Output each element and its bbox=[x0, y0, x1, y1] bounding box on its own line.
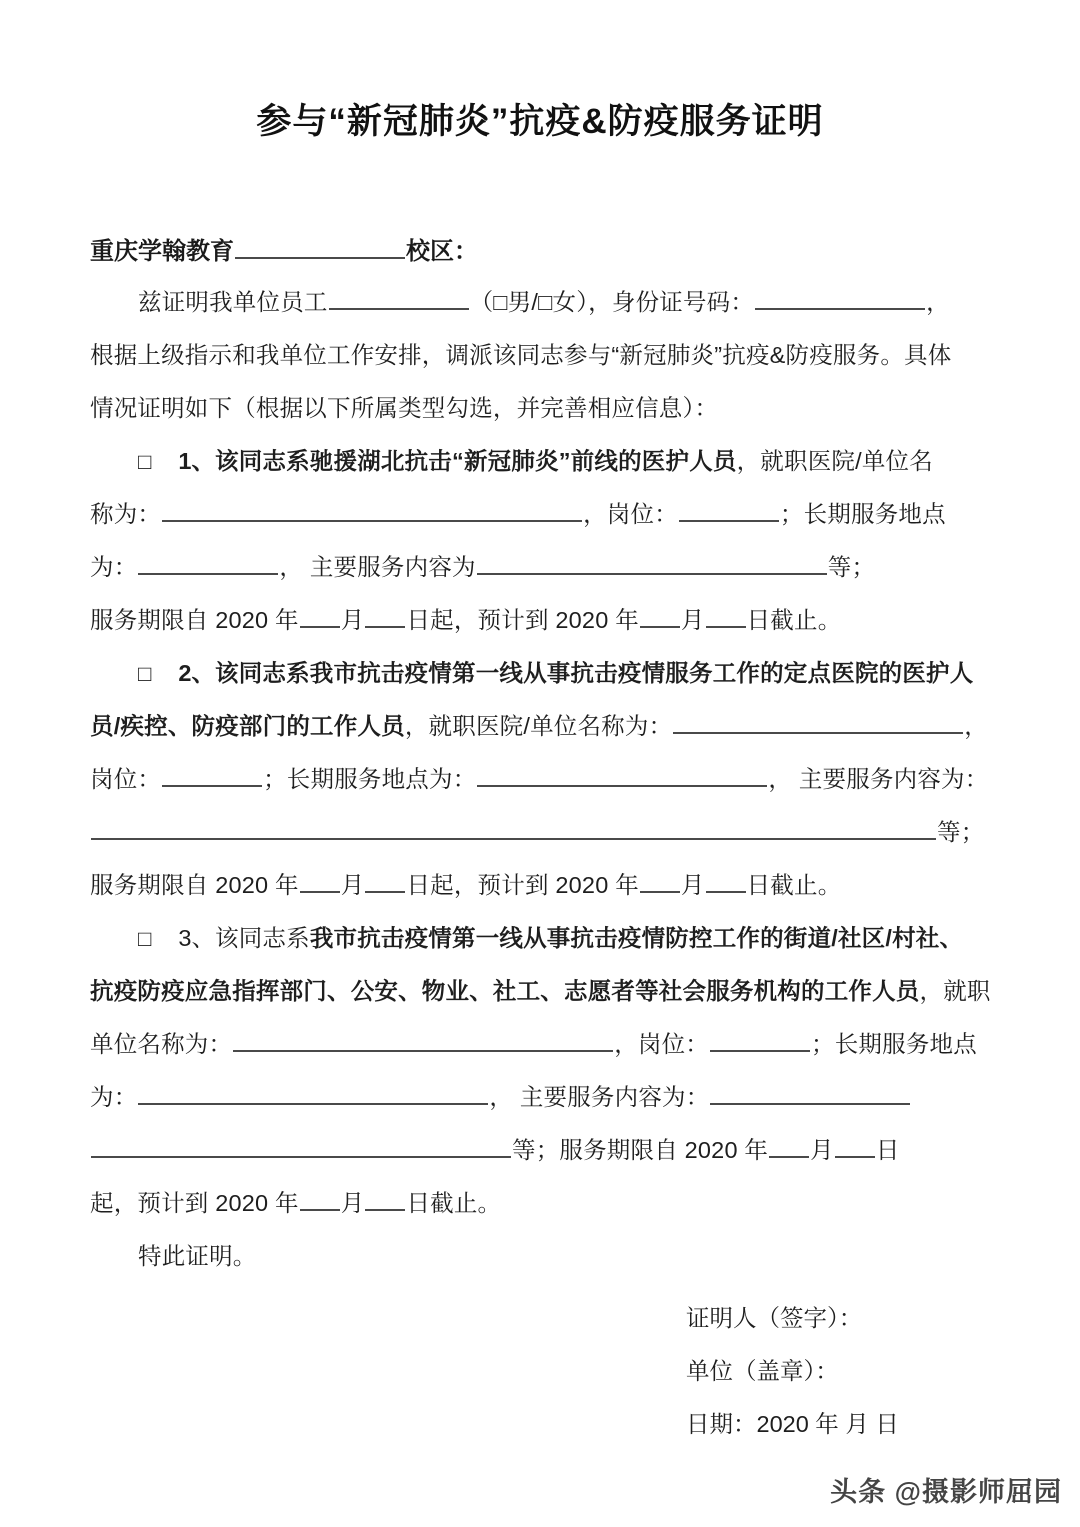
witness-signature-label: 证明人（签字）： bbox=[686, 1305, 863, 1331]
checkbox-item-2[interactable]: □ bbox=[138, 661, 152, 686]
item-2-loc-label: ；长期服务地点为： bbox=[263, 766, 477, 792]
item-2-period-b: 月 bbox=[340, 872, 365, 898]
item-3-number: 3、 bbox=[178, 925, 215, 951]
page-title: 参与“新冠肺炎”抗疫&防疫服务证明 bbox=[256, 102, 824, 141]
item-3-post-blank[interactable] bbox=[710, 1028, 810, 1052]
item-2-tail-text-2: ， bbox=[964, 713, 988, 739]
watermark: 头条 @摄影师屈园 bbox=[830, 1477, 1062, 1507]
checkbox-item-3[interactable]: □ bbox=[138, 926, 152, 951]
item-2-bold-text: 该同志系我市抗击疫情第一线从事抗击疫情服务工作的定点医院的医护人 bbox=[215, 660, 974, 686]
item-3-lead-text: 该同志系 bbox=[215, 925, 310, 951]
item-3-bold-text-2: 抗疫防疫应急指挥部门、公安、物业、社工、志愿者等社会服务机构的工作人员 bbox=[90, 978, 920, 1004]
header-org-line bbox=[90, 228, 986, 276]
item-3-period-b: 月 bbox=[810, 1137, 834, 1163]
signature-block bbox=[686, 1292, 1046, 1451]
item-2-post-label: 岗位： bbox=[90, 766, 162, 792]
item-2-end-day-blank[interactable] bbox=[706, 869, 746, 893]
item-2-content-label: ， 主要服务内容为： bbox=[768, 766, 989, 792]
item-3-loc-label: ；长期服务地点 bbox=[811, 1031, 977, 1057]
item-3-line-5 bbox=[90, 1124, 986, 1177]
employee-name-blank[interactable] bbox=[329, 286, 469, 310]
header-campus-label: 校区： bbox=[406, 238, 478, 265]
item-1-start-day-blank[interactable] bbox=[365, 604, 405, 628]
item-3-period-a: 等；服务期限自 2020 年 bbox=[512, 1137, 769, 1163]
item-3-content-blank[interactable] bbox=[710, 1081, 910, 1105]
item-2-line-5 bbox=[90, 859, 986, 912]
item-1-bold-text: 该同志系驰援湖北抗击“新冠肺炎”前线的医护人员 bbox=[215, 448, 737, 474]
item-3-line-4 bbox=[90, 1071, 986, 1124]
item-3-line-3 bbox=[90, 1018, 986, 1071]
item-2-location-blank[interactable] bbox=[477, 763, 767, 787]
checkbox-item-1[interactable]: □ bbox=[138, 449, 152, 474]
intro-line-2: 根据上级指示和我单位工作安排，调派该同志参与“新冠肺炎”抗疫&防疫服务。具体 bbox=[90, 342, 952, 368]
item-3-period-d: 起，预计到 2020 年 bbox=[90, 1190, 299, 1216]
item-1-content-label: ， 主要服务内容为 bbox=[279, 554, 476, 580]
item-3-location-blank[interactable] bbox=[138, 1081, 488, 1105]
item-2-number: 2、 bbox=[178, 660, 215, 686]
item-3-period-e: 月 bbox=[340, 1190, 365, 1216]
item-3-tail-text: ，就职 bbox=[919, 978, 991, 1004]
item-2-bold-text-2: 员/疾控、防疫部门的工作人员 bbox=[90, 713, 405, 739]
item-2-period-a: 服务期限自 2020 年 bbox=[90, 872, 299, 898]
item-2-line-2 bbox=[90, 700, 986, 753]
item-3-content-label: ， 主要服务内容为： bbox=[489, 1084, 710, 1110]
item-1-period-a: 服务期限自 2020 年 bbox=[90, 607, 299, 633]
item-1-post-blank[interactable] bbox=[679, 498, 779, 522]
item-3-start-day-blank[interactable] bbox=[835, 1134, 875, 1158]
item-1-location-blank[interactable] bbox=[138, 551, 278, 575]
item-1-tail-text: ，就职医院/单位名 bbox=[736, 448, 933, 474]
item-3-post-label: ，岗位： bbox=[614, 1031, 710, 1057]
item-1-hospital-blank[interactable] bbox=[162, 498, 582, 522]
item-1-line-3 bbox=[90, 541, 986, 594]
item-1-content-blank[interactable] bbox=[477, 551, 827, 575]
item-1-line-2 bbox=[90, 488, 986, 541]
item-1-end-day-blank[interactable] bbox=[706, 604, 746, 628]
item-2-tail-text: ，就职医院/单位名称为： bbox=[404, 713, 673, 739]
item-2-start-month-blank[interactable] bbox=[300, 869, 340, 893]
item-3-line-6 bbox=[90, 1177, 986, 1230]
item-2-content-blank[interactable] bbox=[91, 816, 936, 840]
item-1-content-tail: 等； bbox=[827, 554, 876, 580]
item-3-period-c: 日 bbox=[875, 1137, 900, 1163]
item-3-bold-text: 我市抗击疫情第一线从事抗击疫情防控工作的街道/社区/村社、 bbox=[309, 925, 964, 951]
item-3-unit-blank[interactable] bbox=[233, 1028, 613, 1052]
item-2-period-d: 月 bbox=[680, 872, 705, 898]
item-1-start-month-blank[interactable] bbox=[300, 604, 340, 628]
item-3-line-1 bbox=[90, 912, 986, 965]
item-1-location-label: ；长期服务地点 bbox=[779, 501, 946, 527]
date-label: 日期：2020 年 月 日 bbox=[686, 1411, 899, 1437]
item-2-content-tail: 等； bbox=[937, 819, 985, 845]
item-1-period-e: 日截止。 bbox=[746, 607, 842, 633]
item-3-end-day-blank[interactable] bbox=[365, 1187, 405, 1211]
item-3-end-month-blank[interactable] bbox=[300, 1187, 340, 1211]
item-1-period-c: 日起，预计到 2020 年 bbox=[406, 607, 639, 633]
item-2-start-day-blank[interactable] bbox=[365, 869, 405, 893]
item-3-content-blank-2[interactable] bbox=[91, 1134, 511, 1158]
item-1-number: 1、 bbox=[178, 448, 215, 474]
campus-blank[interactable] bbox=[235, 235, 405, 259]
item-1-hospital-label: 称为： bbox=[90, 501, 162, 527]
unit-seal-label: 单位（盖章）： bbox=[686, 1358, 839, 1384]
item-2-period-c: 日起，预计到 2020 年 bbox=[406, 872, 639, 898]
item-2-hospital-blank[interactable] bbox=[673, 710, 963, 734]
item-1-period-d: 月 bbox=[680, 607, 705, 633]
item-1-line-1 bbox=[90, 435, 986, 488]
item-2-line-3 bbox=[90, 753, 989, 806]
intro-text-b: （□男/□女），身份证号码： bbox=[469, 289, 755, 315]
item-2-line-4 bbox=[90, 806, 986, 859]
document-body bbox=[90, 228, 991, 1283]
header-org-label: 重庆学翰教育 bbox=[90, 238, 234, 265]
item-1-line-4 bbox=[90, 594, 986, 647]
item-1-loc-prefix: 为： bbox=[90, 554, 138, 580]
item-3-loc-prefix: 为： bbox=[90, 1084, 138, 1110]
item-1-period-b: 月 bbox=[340, 607, 365, 633]
intro-line-1 bbox=[90, 276, 986, 329]
item-3-unit-label: 单位名称为： bbox=[90, 1031, 233, 1057]
item-2-end-month-blank[interactable] bbox=[640, 869, 680, 893]
id-number-blank[interactable] bbox=[755, 286, 925, 310]
item-2-post-blank[interactable] bbox=[162, 763, 262, 787]
item-3-start-month-blank[interactable] bbox=[769, 1134, 809, 1158]
item-1-post-label: ，岗位： bbox=[583, 501, 678, 527]
item-2-line-1 bbox=[90, 647, 986, 700]
closing-statement: 特此证明。 bbox=[138, 1243, 257, 1269]
intro-text-a: 兹证明我单位员工 bbox=[138, 289, 328, 315]
item-2-period-e: 日截止。 bbox=[746, 872, 842, 898]
item-3-period-f: 日截止。 bbox=[406, 1190, 502, 1216]
intro-line-3: 情况证明如下（根据以下所属类型勾选，并完善相应信息）： bbox=[90, 395, 719, 421]
item-3-line-2 bbox=[90, 965, 991, 1018]
item-1-end-month-blank[interactable] bbox=[640, 604, 680, 628]
intro-text-c: ， bbox=[926, 289, 950, 315]
